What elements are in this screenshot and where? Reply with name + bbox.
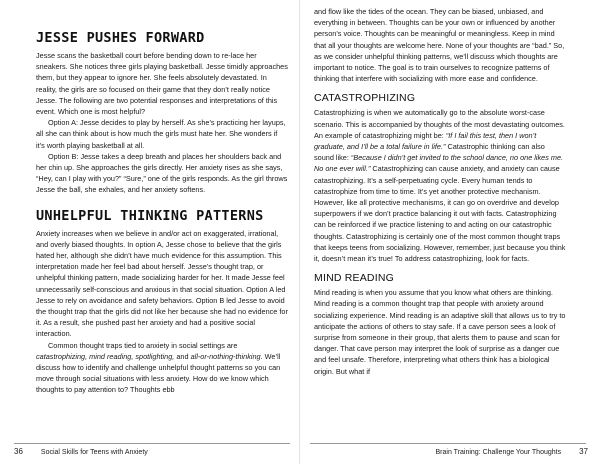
- paragraph: Anxiety increases when we believe in and/or act on exaggerated, irrational, and overly biased thoughts. In option A, Jesse chose to believe that the girls hated her, although she didn’t have much evidence for this assumption. This interpretation made her feel bad about herself. Jesse’s thought trap, or unhelpful thinking pattern, made socializing harder for her. It made Jesse feel unnecessarily self-conscious and anxious in that social situation. Option A led Jesse to rely on avoidance and safety behaviors. Option B led Jesse to avoid the thought trap that the girls did not like her because she had no evidence for it. As a result, she pushed past her anxiety and had a positive social interaction.: [36, 228, 288, 339]
- left-footer: [14, 447, 148, 456]
- paragraph-thought-traps: Common thought traps tied to anxiety in social settings are catastrophizing, mind reading, spotlighting, and all-or-nothing-thinking. We’ll discuss how to identify and challenge unhelpful thought patterns so you can move through social situations with less anxiety. How do we know which thoughts to pay attention to? Thoughts ebb: [36, 340, 281, 395]
- paragraph-catastrophizing: Catastrophizing is when we automatically go to the absolute worst-case scenario. This is accompanied by thoughts of the most devastating outcomes. An example of catastrophizing might be: “If I fail this test, then I won’t graduate, and I’ll be a total failure in life.” Catastrophic thinking can also sound like: “Because I didn’t get invited to the school dance, no one likes me. No one ever will.” Catastrophizing can cause anxiety, and anxiety can cause catastrophizing. It’s a self-perpetuating cycle. Every human tends to catastrophize from time to time. It’s yet another protective mechanism. However, like all protective mechanisms, it can go on overdrive and develop superpowers if we don’t practice balancing it out with facts. Catastrophizing can be reinforced if we practice listening to and acting on our catastrophic thoughts. Catastrophizing is certainly one of the most common thought traps that keeps teens from socializing. However, remember, just because you think it, doesn’t mean it’s true! To address catastrophizing, look for facts.: [314, 108, 566, 264]
- paragraph: and flow like the tides of the ocean. They can be biased, unbiased, and everything in between. Thoughts can be your own or influenced by another person’s voice. Thoughts can be meaningful or meaningless. Keep in mind that all your thoughts are welcome here. None of your thoughts are “bad.” So, as we consider unhelpful thinking patterns, we’ll discuss which thoughts are important to notice. The goal is to train ourselves to recognize patterns of thinking that interfere with socializing with more ease and confidence.: [314, 7, 565, 84]
- footer-rule: [14, 443, 290, 444]
- footer-rule: [310, 443, 586, 444]
- section-heading-thinking-patterns: UNHELPFUL THINKING PATTERNS: [36, 207, 264, 224]
- running-title: Social Skills for Teens with Anxiety: [40, 449, 148, 456]
- page-number: 36: [14, 447, 23, 456]
- running-title: Brain Training: Challenge Your Thoughts: [435, 449, 562, 456]
- paragraph-mind-reading: Mind reading is when you assume that you know what others are thinking. Mind reading is a common thought trap that people with anxiety around socializing experience. Mind reading is an adaptive skill that allows us to try to anticipate the actions of others to stay safe. If a cave person sees a look of surprise from someone in their group, that alerts them to pause and scan for danger. That cave person may interpret the look of surprise as a danger cue and feel unsafe. Therefore, interpreting what others think has a biological origin. But what if: [314, 288, 566, 376]
- right-page: [300, 0, 600, 464]
- paragraph-option-b: Option B: Jesse takes a deep breath and places her shoulders back and her chin up. She approaches the girls directly. Her anxiety rises as she says, “Hey, can I play with you?” “Sure,” one of the girls responds. As the girl throws Jesse the ball, she exhales, and her anxiety softens.: [36, 151, 288, 195]
- subheading-mind-reading: MIND READING: [314, 272, 394, 285]
- subheading-catastrophizing: CATASTROPHIZING: [314, 92, 416, 105]
- page-number: 37: [579, 447, 588, 456]
- section-heading-jesse: JESSE PUSHES FORWARD: [36, 30, 205, 46]
- paragraph-option-a: Option A: Jesse decides to play by herself. As she’s practicing her layups, all she can think about is how much the girls must hate her. She wonders if it’s worth playing basketball at all.: [36, 118, 286, 150]
- right-column: [314, 6, 566, 377]
- paragraph: Jesse scans the basketball court before bending down to re-lace her sneakers. She notices three girls playing basketball. Jesse timidly approaches them, but they appear to ignore her. She feels absolutely devastated. In reality, the girls are so focused on their game that they don’t really notice Jesse. The following are two potential responses and interpretations of this event. Which one is most helpful?: [36, 51, 288, 117]
- left-column: [36, 30, 288, 396]
- right-footer: [436, 447, 588, 456]
